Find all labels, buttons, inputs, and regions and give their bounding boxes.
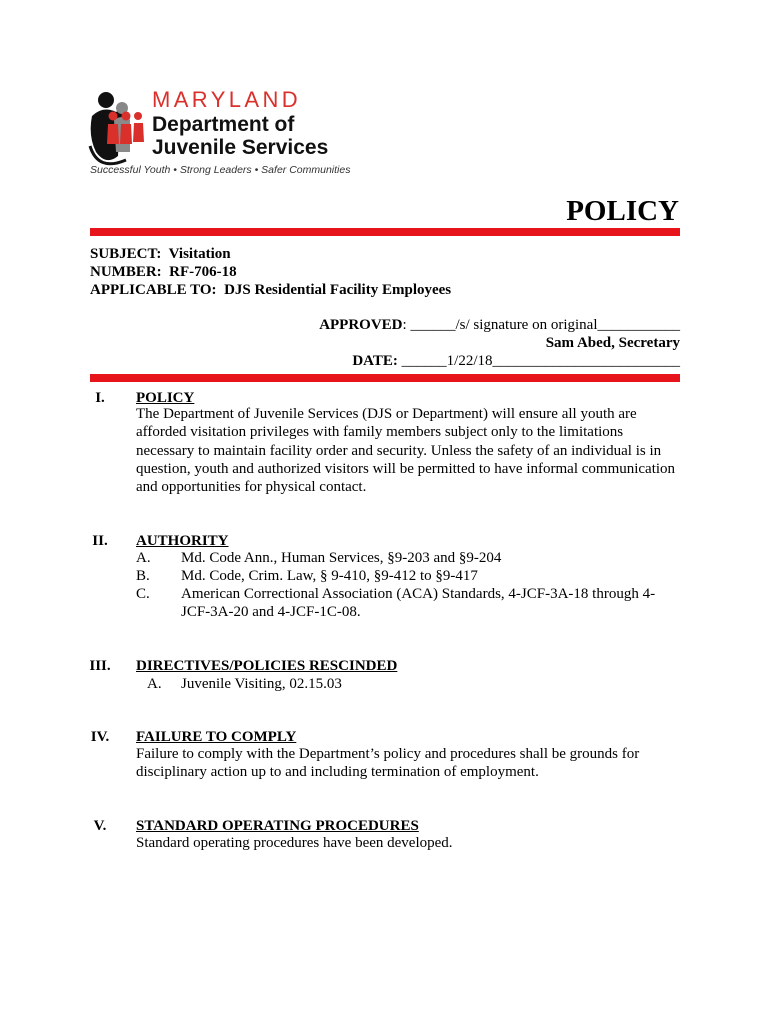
date-value: ______1/22/18_________________________ — [401, 353, 680, 369]
logo-dept-line1: Department of — [152, 113, 295, 136]
number-value: RF-706-18 — [169, 264, 237, 280]
approval-divider — [90, 374, 680, 382]
section-1-heading: POLICY — [136, 390, 195, 406]
subject-value: Visitation — [168, 246, 231, 262]
top-divider — [90, 228, 680, 236]
document-type-title: POLICY — [566, 195, 679, 227]
date-line — [352, 352, 680, 370]
applicable-line — [90, 281, 451, 299]
section-4-heading: FAILURE TO COMPLY — [136, 729, 297, 745]
approved-colon: : — [402, 317, 407, 333]
section-2-heading: AUTHORITY — [136, 533, 229, 549]
applicable-value: DJS Residential Facility Employees — [224, 282, 452, 298]
rescinded-item-text: Juvenile Visiting, 02.15.03 — [181, 676, 342, 692]
date-label: DATE: — [352, 353, 398, 369]
authority-item-letter: B. — [136, 568, 150, 584]
section-3-heading: DIRECTIVES/POLICIES RESCINDED — [136, 658, 398, 674]
number-label: NUMBER: — [90, 264, 162, 280]
subject-label: SUBJECT: — [90, 246, 162, 262]
authority-item-text: Md. Code, Crim. Law, § 9-410, §9-412 to §9-417 — [181, 568, 478, 584]
authority-item-letter: C. — [136, 586, 150, 602]
logo-tagline: Successful Youth • Strong Leaders • Safer Communities — [90, 164, 351, 176]
authority-item-text: Md. Code Ann., Human Services, §9-203 and §9-204 — [181, 550, 502, 566]
section-1-body: The Department of Juvenile Services (DJS or Department) will ensure all youth are afforded visitation privileges with family members subject only to the limitations necessary to maintain facility order and security. Unless the safety of an individual is in question, youth and authorized visitors will be permitted to have informal communication and opportunities for physical contact. — [136, 406, 676, 496]
logo-state-name: MARYLAND — [152, 87, 302, 112]
section-5-heading: STANDARD OPERATING PROCEDURES — [136, 818, 419, 834]
signer-name: Sam Abed, Secretary — [545, 335, 680, 351]
section-4-numeral: IV. — [90, 729, 110, 745]
section-1-numeral: I. — [95, 390, 105, 406]
section-3-numeral: III. — [89, 658, 111, 674]
logo-dept-line2: Juvenile Services — [152, 136, 329, 159]
applicable-label: APPLICABLE TO: — [90, 282, 217, 298]
authority-item-text: American Correctional Association (ACA) Standards, 4-JCF-3A-18 through 4-JCF-3A-20 and 4-JCF-1C-08. — [181, 586, 656, 621]
section-2-numeral: II. — [92, 533, 108, 549]
number-line — [90, 263, 237, 281]
section-4-body: Failure to comply with the Department’s policy and procedures shall be grounds for disciplinary action up to and including termination of employment. — [136, 746, 640, 781]
approved-label: APPROVED — [319, 317, 403, 333]
rescinded-item-letter: A. — [147, 676, 162, 692]
section-5-numeral: V. — [93, 818, 107, 834]
approved-signature: ______/s/ signature on original___________ — [410, 317, 680, 333]
subject-line — [90, 245, 231, 263]
section-5-body: Standard operating procedures have been developed. — [136, 835, 453, 851]
approved-line — [319, 316, 680, 334]
authority-item-letter: A. — [136, 550, 151, 566]
